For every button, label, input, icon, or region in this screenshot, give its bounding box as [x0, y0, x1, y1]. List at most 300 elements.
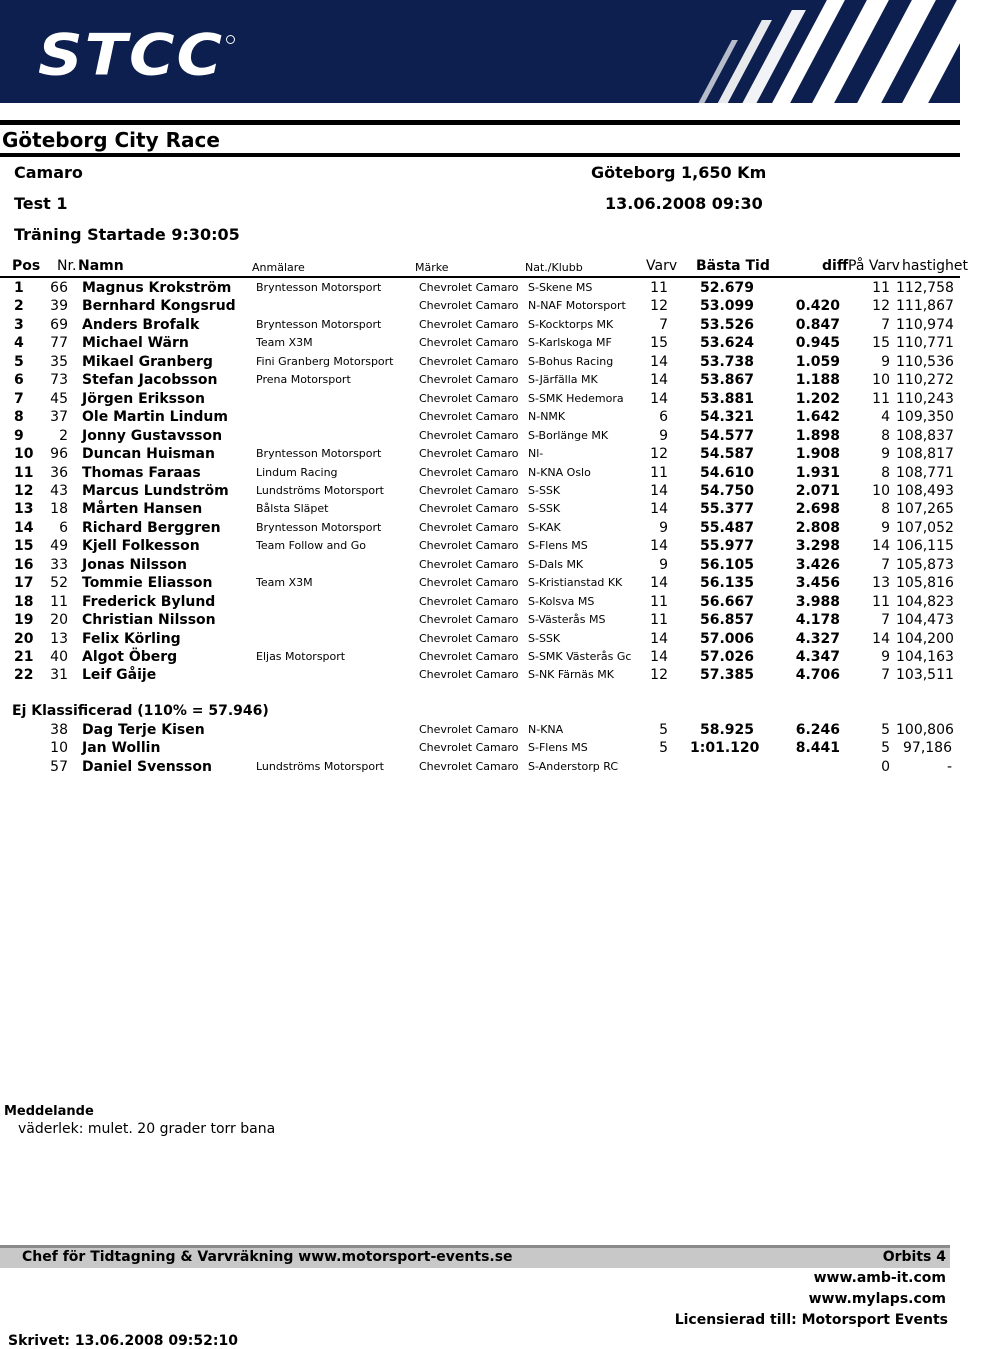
cell-pos: 15	[14, 538, 34, 555]
session-name: Test 1	[14, 194, 68, 213]
cell-speed: 104,823	[896, 593, 954, 610]
cell-nr: 77	[50, 335, 68, 352]
cell-best: 54.577	[699, 427, 754, 444]
cell-nr: 39	[50, 298, 68, 315]
cell-club: Nl-	[528, 447, 544, 461]
cell-on-lap: 9	[881, 649, 890, 665]
cell-laps: 14	[650, 538, 668, 555]
cell-nr: 36	[50, 464, 68, 481]
cell-pos: 7	[14, 390, 24, 407]
col-on-lap: På Varv	[848, 258, 900, 274]
cell-make: Chevrolet Camaro	[419, 741, 519, 755]
cell-diff: 8.441	[795, 740, 840, 757]
cell-diff: 2.071	[795, 482, 840, 499]
cell-laps: 11	[650, 593, 668, 610]
track-info: Göteborg 1,650 Km	[591, 163, 767, 182]
header-banner	[0, 0, 960, 103]
software-name: Orbits 4	[882, 1249, 946, 1265]
cell-nr: 45	[50, 390, 68, 407]
cell-club: S-Anderstorp RC	[528, 759, 619, 773]
cell-name: Daniel Svensson	[82, 758, 212, 775]
cell-laps: 14	[650, 482, 668, 499]
cell-on-lap: 7	[881, 667, 890, 684]
cell-diff: 2.698	[795, 501, 840, 518]
cell-on-lap: 0	[881, 758, 890, 775]
cell-on-lap: 10	[872, 372, 890, 389]
cell-pos: 16	[14, 556, 34, 573]
cell-laps: 14	[650, 390, 668, 407]
cell-nr: 73	[50, 372, 68, 389]
cell-club: N-KNA	[528, 723, 564, 736]
cell-speed: 109,350	[896, 409, 954, 426]
cell-laps: 14	[650, 501, 668, 518]
cell-diff: 3.988	[795, 593, 840, 610]
result-row	[0, 408, 960, 426]
cell-entrant: Bryntesson Motorsport	[256, 281, 382, 294]
cell-laps: 9	[659, 519, 668, 536]
cell-make: Chevrolet Camaro	[419, 336, 519, 350]
cell-diff: 1.642	[795, 409, 840, 426]
result-row	[0, 537, 960, 555]
cell-club: S-SSK	[528, 502, 561, 516]
cell-best: 55.977	[699, 538, 754, 555]
cell-name: Christian Nilsson	[82, 612, 216, 629]
cell-nr: 40	[50, 649, 68, 665]
cell-club: S-SMK Västerås Gc	[528, 650, 632, 663]
cell-entrant: Bryntesson Motorsport	[256, 317, 382, 331]
cell-speed: 112,758	[896, 280, 954, 296]
cell-name: Bernhard Kongsrud	[82, 298, 236, 315]
cell-best: 53.624	[699, 335, 754, 352]
result-row	[0, 611, 960, 629]
cell-diff: 1.898	[795, 427, 840, 444]
cell-speed: 103,511	[896, 667, 954, 684]
cell-best: 58.925	[699, 722, 754, 738]
cell-laps: 6	[659, 409, 668, 426]
cell-speed: -	[946, 758, 952, 775]
cell-make: Chevrolet Camaro	[419, 759, 519, 773]
cell-best: 1:01.120	[690, 740, 760, 757]
cell-speed: 110,974	[896, 316, 954, 333]
cell-entrant: Team X3M	[256, 336, 313, 350]
col-make: Märke	[415, 261, 449, 274]
cell-make: Chevrolet Camaro	[419, 539, 519, 553]
col-entrant: Anmälare	[252, 261, 305, 274]
result-row	[0, 519, 960, 537]
cell-club: S-Järfälla MK	[528, 373, 598, 387]
cell-best: 56.857	[699, 612, 754, 629]
cell-speed: 104,163	[896, 649, 954, 665]
cell-pos: 4	[14, 335, 24, 352]
cell-pos: 6	[14, 372, 24, 389]
cell-laps: 12	[650, 667, 668, 684]
cell-speed: 110,536	[896, 353, 954, 370]
cell-nr: 38	[50, 722, 68, 738]
cell-nr: 35	[50, 353, 68, 370]
cell-pos: 21	[14, 649, 34, 665]
cell-nr: 13	[50, 630, 68, 647]
cell-make: Chevrolet Camaro	[419, 465, 519, 479]
cell-diff: 0.847	[795, 316, 840, 333]
cell-nr: 20	[50, 612, 68, 629]
start-info: Träning Startade 9:30:05	[14, 225, 240, 244]
cell-best: 54.587	[699, 446, 754, 463]
session-datetime: 13.06.2008 09:30	[605, 194, 763, 213]
cell-name: Jonny Gustavsson	[82, 427, 223, 444]
cell-pos: 13	[14, 501, 34, 518]
cell-make: Chevrolet Camaro	[419, 631, 519, 645]
cell-name: Richard Berggren	[82, 519, 221, 536]
result-row	[0, 648, 960, 666]
cell-diff: 1.059	[795, 353, 840, 370]
cell-speed: 110,771	[896, 335, 954, 352]
cell-speed: 106,115	[896, 538, 954, 555]
cell-entrant: Team X3M	[256, 576, 313, 590]
cell-speed: 107,265	[896, 501, 954, 518]
cell-club: S-NK Färnäs MK	[528, 668, 614, 682]
registered-mark-icon	[226, 35, 235, 44]
cell-entrant: Team Follow and Go	[256, 539, 367, 553]
cell-name: Felix Körling	[82, 630, 181, 647]
result-row	[0, 593, 960, 611]
cell-on-lap: 14	[872, 538, 890, 555]
cell-entrant: Bryntesson Motorsport	[256, 447, 382, 461]
cell-diff: 0.420	[795, 298, 840, 315]
cell-club: S-Västerås MS	[528, 613, 606, 627]
cell-make: Chevrolet Camaro	[419, 613, 519, 627]
cell-nr: 49	[50, 538, 68, 555]
result-row	[0, 500, 960, 518]
cell-on-lap: 10	[872, 482, 890, 499]
cell-laps: 14	[650, 372, 668, 389]
cell-pos: 17	[14, 575, 34, 592]
cell-on-lap: 9	[881, 519, 890, 536]
cell-diff: 1.188	[795, 372, 840, 389]
license-info: Licensierad till: Motorsport Events	[674, 1312, 948, 1328]
cell-make: Chevrolet Camaro	[419, 354, 519, 368]
cell-on-lap: 7	[881, 316, 890, 333]
cell-diff: 6.246	[795, 722, 840, 738]
cell-name: Ole Martin Lindum	[82, 409, 228, 426]
cell-pos: 20	[14, 630, 34, 647]
link-mylaps[interactable]: www.mylaps.com	[808, 1291, 946, 1307]
cell-name: Kjell Folkesson	[82, 538, 200, 555]
message-text: väderlek: mulet. 20 grader torr bana	[18, 1121, 276, 1137]
cell-nr: 6	[59, 519, 68, 536]
col-speed: hastighet	[902, 258, 968, 274]
cell-name: Leif Gåije	[82, 667, 157, 684]
cell-club: S-Flens MS	[528, 539, 588, 553]
cell-pos: 9	[14, 427, 24, 444]
cell-on-lap: 12	[872, 298, 890, 315]
cell-club: S-SMK Hedemora	[528, 391, 624, 405]
cell-pos: 18	[14, 593, 34, 610]
cell-entrant: Lundströms Motorsport	[256, 483, 384, 497]
result-row	[0, 353, 960, 371]
title-rule-top	[0, 120, 960, 125]
cell-laps: 5	[659, 722, 668, 738]
col-name: Namn	[78, 258, 124, 274]
cell-nr: 31	[50, 667, 68, 684]
cell-diff: 0.945	[795, 335, 840, 352]
written-timestamp: Skrivet: 13.06.2008 09:52:10	[8, 1333, 238, 1349]
cell-make: Chevrolet Camaro	[419, 520, 519, 534]
cell-laps: 11	[650, 464, 668, 481]
col-nr: Nr.	[57, 258, 77, 274]
cell-speed: 104,473	[896, 612, 954, 629]
cell-diff: 3.456	[795, 575, 840, 592]
cell-on-lap: 15	[872, 335, 890, 352]
cell-club: S-SSK	[528, 483, 561, 497]
title-rule-bottom	[0, 153, 960, 157]
cell-make: Chevrolet Camaro	[419, 650, 519, 663]
cell-best: 56.135	[699, 575, 754, 592]
cell-name: Mikael Granberg	[82, 353, 213, 370]
cell-laps: 14	[650, 353, 668, 370]
cell-make: Chevrolet Camaro	[419, 410, 519, 424]
cell-best: 54.750	[699, 482, 754, 499]
cell-club: S-Bohus Racing	[528, 354, 614, 368]
cell-club: S-Kolsva MS	[528, 594, 595, 608]
cell-diff: 3.298	[795, 538, 840, 555]
cell-diff: 4.706	[795, 667, 840, 684]
cell-on-lap: 13	[872, 575, 890, 592]
cell-on-lap: 11	[872, 390, 890, 407]
cell-name: Frederick Bylund	[82, 593, 216, 610]
cell-pos: 1	[14, 280, 24, 296]
col-pos: Pos	[12, 258, 41, 274]
cell-make: Chevrolet Camaro	[419, 391, 519, 405]
cell-entrant: Eljas Motorsport	[256, 650, 346, 663]
cell-nr: 66	[50, 280, 68, 296]
cell-on-lap: 8	[881, 427, 890, 444]
cell-name: Jonas Nilsson	[82, 556, 188, 573]
cell-on-lap: 11	[872, 593, 890, 610]
cell-laps: 9	[659, 556, 668, 573]
result-row	[0, 574, 960, 592]
cell-name: Thomas Faraas	[82, 464, 201, 481]
cell-name: Magnus Krokström	[82, 280, 232, 296]
cell-on-lap: 9	[881, 446, 890, 463]
cell-diff: 4.327	[795, 630, 840, 647]
cell-club: N-NAF Motorsport	[528, 299, 626, 313]
cell-entrant: Lundströms Motorsport	[256, 759, 384, 773]
unclassified-row	[0, 721, 960, 739]
cell-on-lap: 8	[881, 501, 890, 518]
cell-speed: 104,200	[896, 630, 954, 647]
cell-make: Chevrolet Camaro	[419, 373, 519, 387]
cell-laps: 14	[650, 649, 668, 665]
cell-name: Marcus Lundström	[82, 482, 229, 499]
cell-best: 55.487	[699, 519, 754, 536]
cell-name: Duncan Huisman	[82, 446, 215, 463]
cell-name: Mårten Hansen	[82, 501, 203, 518]
cell-speed: 108,493	[896, 482, 954, 499]
cell-speed: 105,816	[896, 575, 954, 592]
cell-nr: 96	[50, 446, 68, 463]
cell-laps: 9	[659, 427, 668, 444]
cell-speed: 97,186	[903, 740, 952, 757]
cell-entrant: Bryntesson Motorsport	[256, 520, 382, 534]
cell-best: 53.526	[699, 316, 754, 333]
result-row	[0, 371, 960, 389]
result-row	[0, 666, 960, 684]
cell-on-lap: 14	[872, 630, 890, 647]
cell-laps: 5	[659, 740, 668, 757]
cell-name: Tommie Eliasson	[82, 575, 213, 592]
cell-best: 57.026	[699, 649, 754, 665]
cell-name: Algot Öberg	[82, 649, 178, 665]
result-row	[0, 445, 960, 463]
result-row	[0, 482, 960, 500]
cell-speed: 108,817	[896, 446, 954, 463]
cell-make: Chevrolet Camaro	[419, 317, 519, 331]
cell-entrant: Fini Granberg Motorsport	[256, 354, 394, 368]
cell-pos: 11	[14, 464, 34, 481]
cell-laps: 15	[650, 335, 668, 352]
cell-diff: 2.808	[795, 519, 840, 536]
cell-best: 57.006	[699, 630, 754, 647]
cell-club: S-Skene MS	[528, 281, 593, 294]
cell-pos: 3	[14, 316, 24, 333]
cell-pos: 2	[14, 298, 24, 315]
class-name: Camaro	[14, 163, 83, 182]
cell-speed: 111,867	[896, 298, 954, 315]
cell-make: Chevrolet Camaro	[419, 576, 519, 590]
cell-pos: 10	[14, 446, 34, 463]
cell-club: S-Dals MK	[528, 557, 584, 571]
cell-speed: 105,873	[896, 556, 954, 573]
cell-nr: 52	[50, 575, 68, 592]
cell-pos: 8	[14, 409, 24, 426]
cell-speed: 110,272	[896, 372, 954, 389]
cell-on-lap: 7	[881, 612, 890, 629]
cell-pos: 22	[14, 667, 34, 684]
message-heading: Meddelande	[4, 1104, 94, 1119]
cell-club: S-Karlskoga MF	[528, 336, 612, 350]
cell-laps: 12	[650, 446, 668, 463]
result-row	[0, 427, 960, 445]
cell-make: Chevrolet Camaro	[419, 723, 519, 736]
cell-nr: 43	[50, 482, 68, 499]
col-club: Nat./Klubb	[525, 261, 583, 274]
cell-club: S-SSK	[528, 631, 561, 645]
cell-club: S-KAK	[528, 520, 561, 534]
unclassified-row	[0, 739, 960, 757]
cell-club: S-Borlänge MK	[528, 428, 609, 442]
result-row	[0, 316, 960, 334]
cell-diff: 1.931	[795, 464, 840, 481]
cell-pos: 5	[14, 353, 24, 370]
cell-nr: 69	[50, 316, 68, 333]
cell-on-lap: 5	[881, 740, 890, 757]
cell-diff: 4.178	[795, 612, 840, 629]
cell-entrant: Prena Motorsport	[256, 373, 351, 387]
header-rule	[0, 276, 960, 278]
cell-nr: 11	[50, 593, 68, 610]
col-laps: Varv	[646, 258, 678, 274]
cell-make: Chevrolet Camaro	[419, 447, 519, 461]
cell-make: Chevrolet Camaro	[419, 502, 519, 516]
cell-best: 57.385	[699, 667, 754, 684]
cell-name: Jörgen Eriksson	[82, 390, 205, 407]
cell-diff: 4.347	[795, 649, 840, 665]
cell-speed: 108,837	[896, 427, 954, 444]
link-amb[interactable]: www.amb-it.com	[813, 1270, 946, 1286]
result-row	[0, 630, 960, 648]
cell-nr: 37	[50, 409, 68, 426]
cell-nr: 33	[50, 556, 68, 573]
result-row	[0, 390, 960, 408]
cell-best: 53.881	[699, 390, 754, 407]
cell-best: 54.610	[699, 464, 754, 481]
cell-make: Chevrolet Camaro	[419, 594, 519, 608]
col-diff: diff	[822, 258, 849, 274]
cell-diff: 1.908	[795, 446, 840, 463]
cell-best: 53.867	[699, 372, 754, 389]
cell-best: 52.679	[699, 280, 754, 296]
cell-laps: 11	[650, 280, 668, 296]
cell-best: 55.377	[699, 501, 754, 518]
cell-make: Chevrolet Camaro	[419, 299, 519, 313]
cell-entrant: Lindum Racing	[256, 465, 338, 479]
cell-entrant: Bålsta Släpet	[256, 502, 329, 516]
cell-on-lap: 7	[881, 556, 890, 573]
cell-speed: 107,052	[896, 519, 954, 536]
cell-best: 54.321	[699, 409, 754, 426]
cell-best: 53.738	[699, 353, 754, 370]
cell-club: S-Kocktorps MK	[528, 317, 614, 331]
cell-laps: 11	[650, 612, 668, 629]
cell-nr: 18	[50, 501, 68, 518]
cell-on-lap: 4	[881, 409, 890, 426]
cell-best: 53.099	[699, 298, 754, 315]
cell-laps: 14	[650, 630, 668, 647]
timing-credit: Chef för Tidtagning & Varvräkning www.motorsport-events.se	[22, 1249, 513, 1265]
cell-diff: 1.202	[795, 390, 840, 407]
cell-club: S-Flens MS	[528, 741, 588, 755]
cell-name: Stefan Jacobsson	[82, 372, 218, 389]
cell-on-lap: 11	[872, 280, 890, 296]
cell-make: Chevrolet Camaro	[419, 557, 519, 571]
cell-best: 56.105	[699, 556, 754, 573]
cell-pos: 14	[14, 519, 34, 536]
result-row	[0, 334, 960, 352]
cell-best: 56.667	[699, 593, 754, 610]
cell-make: Chevrolet Camaro	[419, 668, 519, 682]
cell-make: Chevrolet Camaro	[419, 281, 519, 294]
cell-speed: 108,771	[896, 464, 954, 481]
result-row	[0, 279, 960, 297]
cell-diff: 3.426	[795, 556, 840, 573]
cell-make: Chevrolet Camaro	[419, 483, 519, 497]
cell-laps: 7	[659, 316, 668, 333]
cell-name: Anders Brofalk	[82, 316, 200, 333]
result-row	[0, 297, 960, 315]
cell-pos: 12	[14, 482, 34, 499]
cell-on-lap: 5	[881, 722, 890, 738]
cell-speed: 100,806	[896, 722, 954, 738]
cell-club: N-KNA Oslo	[528, 465, 591, 479]
col-best: Bästa Tid	[696, 258, 770, 274]
cell-on-lap: 9	[881, 353, 890, 370]
cell-laps: 14	[650, 575, 668, 592]
event-title: Göteborg City Race	[2, 128, 220, 152]
cell-name: Dag Terje Kisen	[82, 722, 205, 738]
cell-club: S-Kristianstad KK	[528, 576, 623, 590]
cell-name: Michael Wärn	[82, 335, 189, 352]
unclassified-title: Ej Klassificerad (110% = 57.946)	[12, 703, 269, 719]
